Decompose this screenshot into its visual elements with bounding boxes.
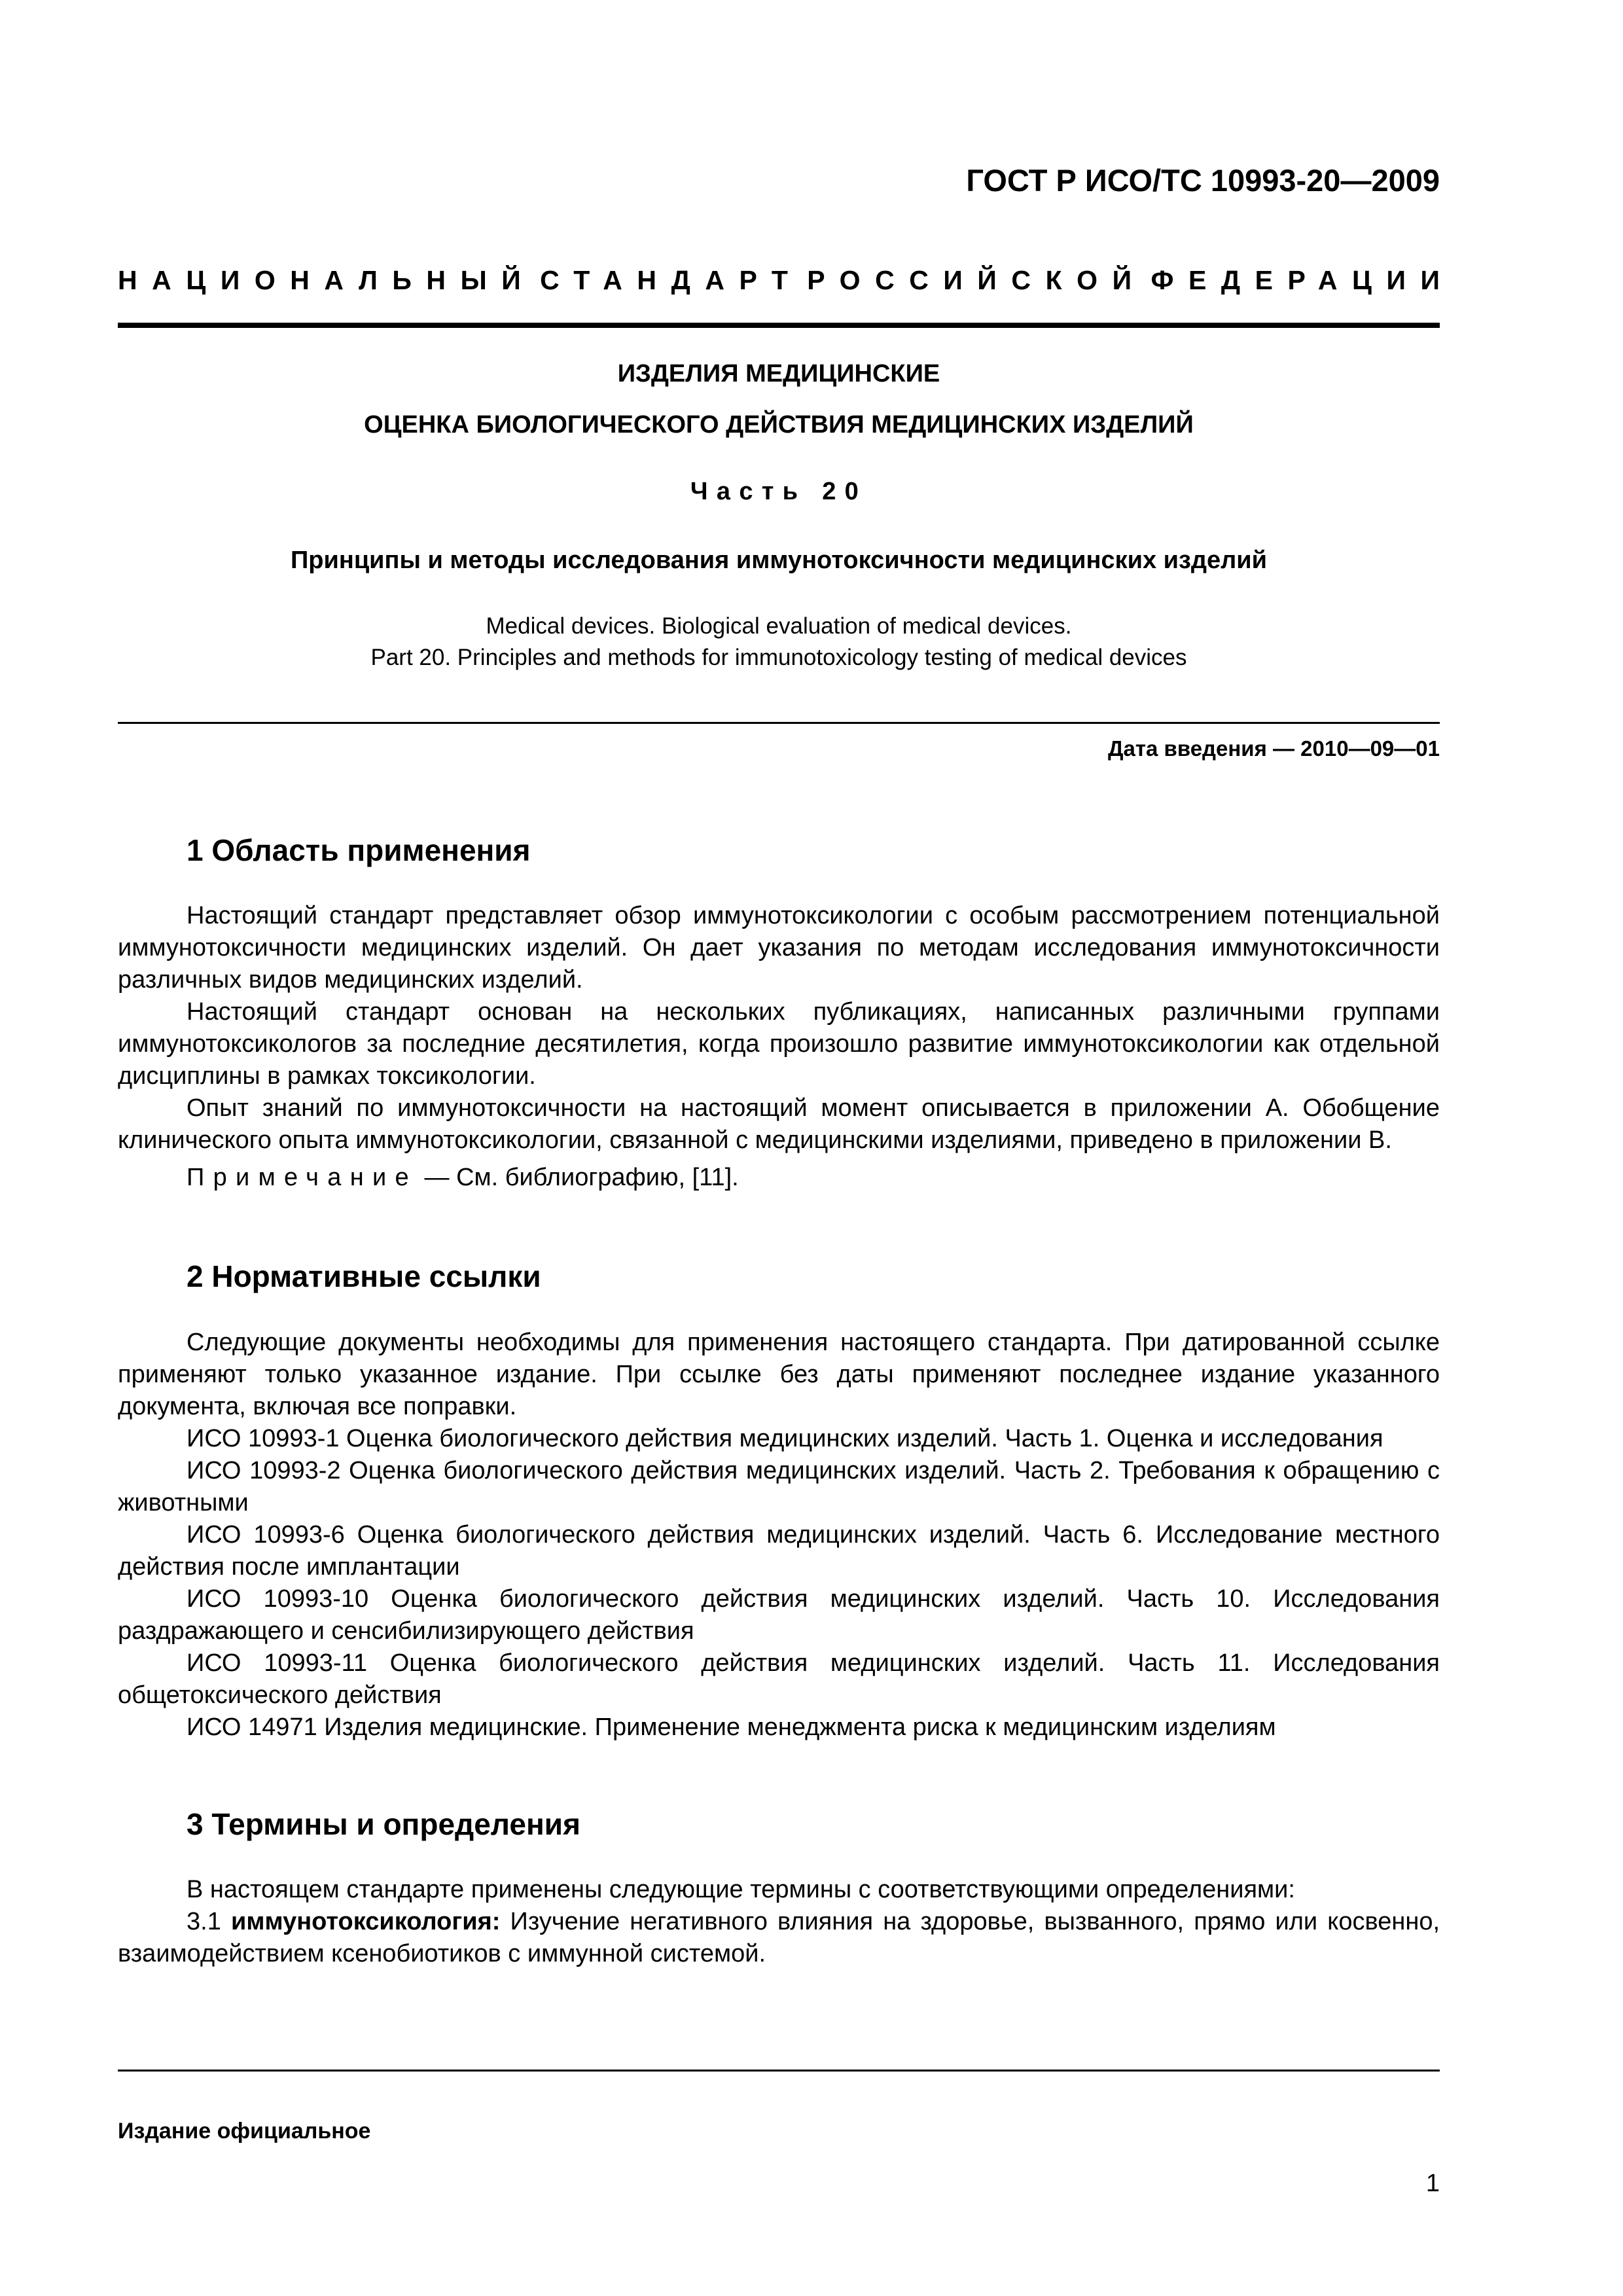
english-title-line-1: Medical devices. Biological evaluation of medical devices. xyxy=(486,613,1072,639)
national-standard-word: НАЦИОНАЛЬНЫЙ xyxy=(118,265,536,295)
paragraph: Настоящий стандарт основан на нескольких публикациях, написанных различными группами иммунотоксикологов за последние десятилетия, когда произошло развитие иммунотоксикологии как отдельной дисциплины в рамках токсикологии. xyxy=(118,998,1440,1090)
document-code: ГОСТ Р ИСО/ТС 10993-20—2009 xyxy=(966,163,1440,198)
paragraph: Следующие документы необходимы для применения настоящего стандарта. При датированной ссылке применяют только указанное издание. При ссылке без даты применяют последнее издание указанного документа, включая все поправки. xyxy=(118,1329,1440,1420)
term-definition xyxy=(118,1906,1440,1970)
title-line-1: ИЗДЕЛИЯ МЕДИЦИНСКИЕ xyxy=(617,360,940,387)
national-standard-title xyxy=(118,265,1455,296)
reference-item: ИСО 10993-6 Оценка биологического действия медицинских изделий. Часть 6. Исследование местного действия после имплантации xyxy=(118,1521,1440,1581)
part-label: Часть 20 xyxy=(690,478,868,505)
national-standard-word: СТАНДАРТ xyxy=(540,265,803,295)
reference-item: ИСО 14971 Изделия медицинские. Применение менеджмента риска к медицинским изделиям xyxy=(187,1713,1276,1741)
section-1-heading: 1 Область применения xyxy=(187,833,531,867)
paragraph: Опыт знаний по иммунотоксичности на настоящий момент описывается в приложении А. Обобщение клинического опыта иммунотоксикологии, связанной с медицинскими изделиями, приведено в приложении В. xyxy=(118,1094,1440,1154)
english-title-line-2: Part 20. Principles and methods for immunotoxicology testing of medical devices xyxy=(370,645,1187,670)
definition: Изучение негативного влияния на здоровье, вызванного, прямо или косвенно, взаимодействием ксенобиотиков с иммунной системой. xyxy=(118,1908,1440,1967)
national-standard-word: ФЕДЕРАЦИИ xyxy=(1150,265,1455,295)
header-divider xyxy=(118,323,1440,328)
introduction-date: Дата введения — 2010—09—01 xyxy=(1108,736,1440,761)
reference-item: ИСО 10993-10 Оценка биологического действия медицинских изделий. Часть 10. Исследования раздражающего и сенсибилизирующего действия xyxy=(118,1585,1440,1645)
paragraph: В настоящем стандарте применены следующие термины с соответствующими определениями: xyxy=(187,1876,1295,1903)
note-label: Примечание xyxy=(187,1164,418,1191)
section-3-body xyxy=(118,1874,1440,1970)
term-number: 3.1 xyxy=(187,1908,231,1935)
subtitle: Принципы и методы исследования иммунотоксичности медицинских изделий xyxy=(290,547,1268,574)
title-line-2: ОЦЕНКА БИОЛОГИЧЕСКОГО ДЕЙСТВИЯ МЕДИЦИНСКИХ ИЗДЕЛИЙ xyxy=(364,411,1194,439)
official-edition-label: Издание официальное xyxy=(118,2119,371,2144)
paragraph: Настоящий стандарт представляет обзор иммунотоксикологии с особым рассмотрением потенциальной иммунотоксичности медицинских изделий. Он дает указания по методам исследования иммунотоксичности различных видов медицинских изделий. xyxy=(118,902,1440,994)
note-text: — См. библиографию, [11]. xyxy=(417,1164,739,1191)
page-number: 1 xyxy=(1425,2170,1440,2197)
section-1-body xyxy=(118,900,1440,1194)
note xyxy=(118,1162,1440,1194)
reference-item: ИСО 10993-2 Оценка биологического действия медицинских изделий. Часть 2. Требования к обращению с животными xyxy=(118,1457,1440,1516)
title-divider xyxy=(118,722,1440,724)
section-2-heading: 2 Нормативные ссылки xyxy=(187,1259,541,1293)
term: иммунотоксикология: xyxy=(230,1908,501,1935)
reference-item: ИСО 10993-11 Оценка биологического действия медицинских изделий. Часть 11. Исследования общетоксического действия xyxy=(118,1649,1440,1709)
reference-item: ИСО 10993-1 Оценка биологического действия медицинских изделий. Часть 1. Оценка и исследования xyxy=(187,1425,1383,1452)
section-2-body xyxy=(118,1327,1440,1744)
section-3-heading: 3 Термины и определения xyxy=(187,1807,580,1841)
footer-divider xyxy=(118,2070,1440,2072)
national-standard-word: РОССИЙСКОЙ xyxy=(807,265,1147,295)
